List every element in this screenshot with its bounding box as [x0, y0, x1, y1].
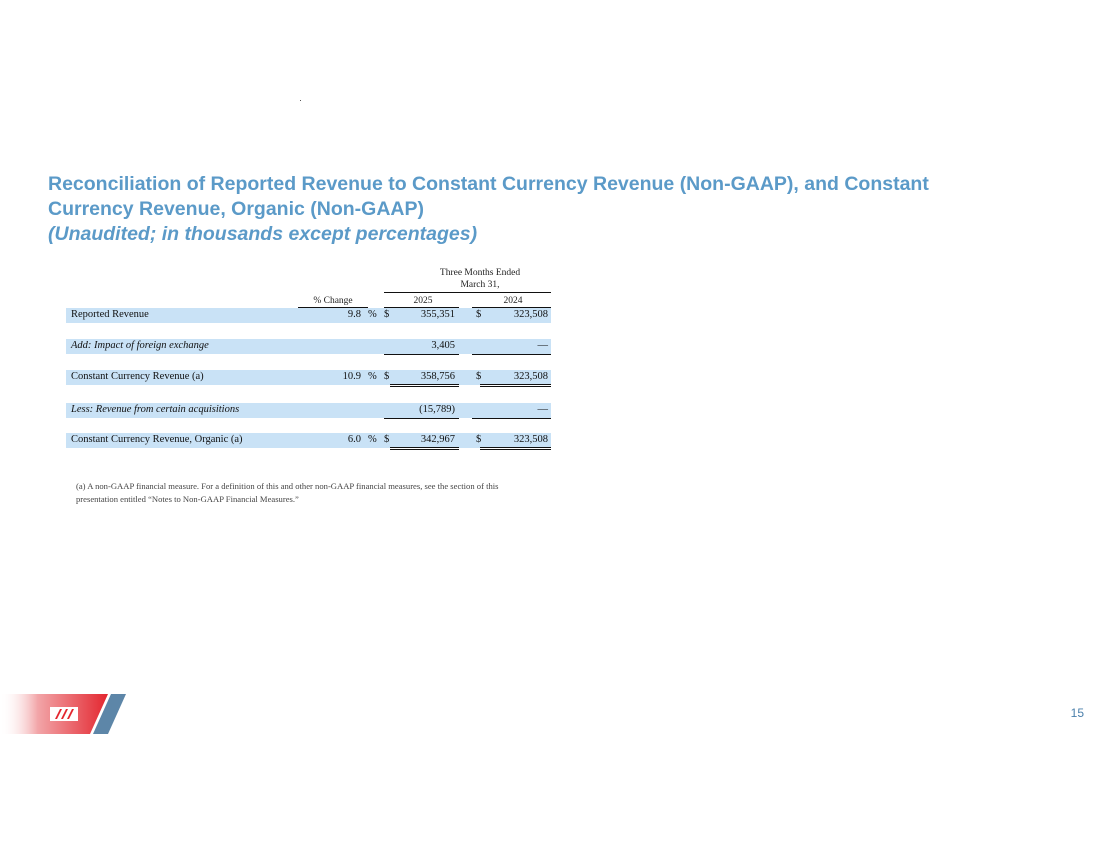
footnote-line-2: presentation entitled “Notes to Non-GAAP Financial Measures.” — [76, 493, 299, 504]
row-currency-2024: $ — [476, 434, 482, 445]
col-2025-header: 2025 — [413, 296, 433, 306]
grand-total-rule-2024-double — [480, 449, 551, 450]
total-rule-2025-double — [390, 386, 459, 387]
row-value-2024: 323,508 — [513, 309, 548, 320]
row-pct: % — [368, 371, 377, 382]
grand-total-rule-2024 — [480, 447, 551, 448]
total-rule-2024-double — [480, 386, 551, 387]
row-currency-2024: $ — [476, 371, 482, 382]
period-header-2: March 31, — [460, 280, 500, 290]
subtotal-rule-2024 — [472, 354, 551, 355]
row-value-2024: — — [537, 404, 548, 415]
row-label: Less: Revenue from certain acquisitions — [71, 404, 240, 415]
period-header-1: Three Months Ended — [439, 268, 521, 278]
company-logo-icon — [0, 694, 130, 736]
row-currency-2025: $ — [384, 434, 390, 445]
row-change: 9.8 — [347, 309, 361, 320]
row-label: Constant Currency Revenue (a) — [71, 371, 204, 382]
row-currency-2024: $ — [476, 309, 482, 320]
subtotal-rule-2024-b — [472, 418, 551, 419]
footnote — [76, 480, 616, 505]
page-number: 15 — [1070, 706, 1084, 720]
grand-total-rule-2025-double — [390, 449, 459, 450]
row-value-2025: 342,967 — [420, 434, 455, 445]
row-value-2025: (15,789) — [419, 404, 455, 415]
row-pct: % — [368, 309, 377, 320]
col-change-header: % Change — [313, 296, 353, 306]
row-pct: % — [368, 434, 377, 445]
title-line-2: Currency Revenue, Organic (Non-GAAP) — [48, 198, 424, 220]
grand-total-rule-2025 — [390, 447, 459, 448]
reconciliation-table — [66, 0, 552, 460]
period-header-rule — [384, 292, 551, 293]
title-line-1: Reconciliation of Reported Revenue to Constant Currency Revenue (Non-GAAP), and Constant — [48, 173, 929, 195]
subtotal-rule-2025 — [384, 354, 459, 355]
row-value-2024: 323,508 — [513, 371, 548, 382]
total-rule-2024 — [480, 384, 551, 385]
total-rule-2025 — [390, 384, 459, 385]
col-2024-header: 2024 — [503, 296, 523, 306]
footnote-line-1: (a) A non-GAAP financial measure. For a definition of this and other non-GAAP financial measures, see the section of this — [76, 481, 499, 491]
row-change: 10.9 — [342, 371, 361, 382]
row-change: 6.0 — [347, 434, 361, 445]
row-label: Reported Revenue — [71, 309, 149, 320]
title-subtitle: (Unaudited; in thousands except percentages) — [48, 223, 478, 245]
subtotal-rule-2025-b — [384, 418, 459, 419]
row-value-2024: 323,508 — [513, 434, 548, 445]
row-label: Constant Currency Revenue, Organic (a) — [71, 434, 243, 445]
row-currency-2025: $ — [384, 371, 390, 382]
row-currency-2025: $ — [384, 309, 390, 320]
row-label: Add: Impact of foreign exchange — [71, 340, 209, 351]
row-value-2025: 3,405 — [431, 340, 455, 351]
row-value-2025: 355,351 — [420, 309, 455, 320]
row-value-2025: 358,756 — [420, 371, 455, 382]
row-value-2024: — — [537, 340, 548, 351]
